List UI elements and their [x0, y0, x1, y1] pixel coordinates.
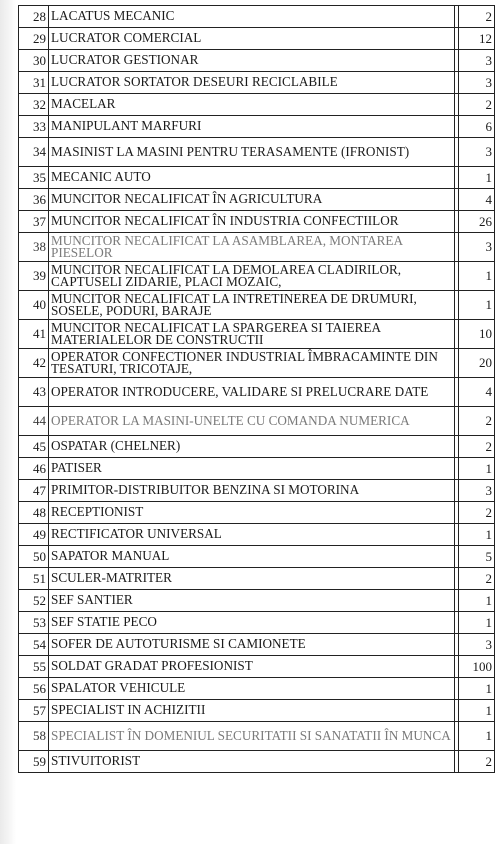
occupation-name: PRIMITOR-DISTRIBUITOR BENZINA SI MOTORINA — [49, 480, 455, 502]
occupation-name: OPERATOR LA MASINI-UNELTE CU COMANDA NUMERICA — [49, 407, 455, 436]
row-number: 51 — [19, 568, 49, 590]
vacancy-count: 10 — [459, 320, 495, 349]
vacancy-count: 3 — [459, 72, 495, 94]
row-number: 36 — [19, 189, 49, 211]
occupation-name: SPECIALIST IN ACHIZITII — [49, 700, 455, 722]
row-number: 49 — [19, 524, 49, 546]
table-row — [19, 320, 495, 349]
table-row — [19, 6, 495, 28]
occupation-name: RECTIFICATOR UNIVERSAL — [49, 524, 455, 546]
table-row — [19, 480, 495, 502]
vacancy-count: 2 — [459, 502, 495, 524]
table-row — [19, 262, 495, 291]
occupation-name: MUNCITOR NECALIFICAT LA DEMOLAREA CLADIRILOR, CAPTUSELI ZIDARIE, PLACI MOZAIC, — [49, 262, 455, 291]
table-row — [19, 751, 495, 773]
vacancy-count: 2 — [459, 6, 495, 28]
occupation-name: SOLDAT GRADAT PROFESIONIST — [49, 656, 455, 678]
occupation-name: LUCRATOR GESTIONAR — [49, 50, 455, 72]
occupation-name: SEF SANTIER — [49, 590, 455, 612]
occupation-name: STIVUITORIST — [49, 751, 455, 773]
table-row — [19, 722, 495, 751]
table-row — [19, 700, 495, 722]
table-row — [19, 116, 495, 138]
row-number: 35 — [19, 167, 49, 189]
row-number: 34 — [19, 138, 49, 167]
table-row — [19, 138, 495, 167]
occupation-name: SPALATOR VEHICULE — [49, 678, 455, 700]
vacancy-count: 3 — [459, 138, 495, 167]
vacancy-count: 6 — [459, 116, 495, 138]
occupation-name: MUNCITOR NECALIFICAT LA ASAMBLAREA, MONTAREA PIESELOR — [49, 233, 455, 262]
vacancy-count: 1 — [459, 678, 495, 700]
row-number: 59 — [19, 751, 49, 773]
occupation-name: MASINIST LA MASINI PENTRU TERASAMENTE (IFRONIST) — [49, 138, 455, 167]
vacancy-count: 3 — [459, 480, 495, 502]
occupation-name: MUNCITOR NECALIFICAT LA SPARGEREA SI TAIEREA MATERIALELOR DE CONSTRUCTII — [49, 320, 455, 349]
vacancy-count: 2 — [459, 568, 495, 590]
occupation-name: SAPATOR MANUAL — [49, 546, 455, 568]
occupation-name: LUCRATOR COMERCIAL — [49, 28, 455, 50]
table-row — [19, 291, 495, 320]
row-number: 57 — [19, 700, 49, 722]
table-row — [19, 349, 495, 378]
row-number: 58 — [19, 722, 49, 751]
table-row — [19, 167, 495, 189]
row-number: 47 — [19, 480, 49, 502]
occupation-name: OSPATAR (CHELNER) — [49, 436, 455, 458]
occupation-name: MUNCITOR NECALIFICAT ÎN INDUSTRIA CONFECTIILOR — [49, 211, 455, 233]
table-row — [19, 378, 495, 407]
vacancy-count: 20 — [459, 349, 495, 378]
table-row — [19, 656, 495, 678]
table-row — [19, 502, 495, 524]
table-row — [19, 50, 495, 72]
vacancy-count: 1 — [459, 262, 495, 291]
vacancy-count: 3 — [459, 50, 495, 72]
table-row — [19, 72, 495, 94]
vacancy-count: 2 — [459, 436, 495, 458]
vacancy-count: 1 — [459, 590, 495, 612]
row-number: 33 — [19, 116, 49, 138]
row-number: 52 — [19, 590, 49, 612]
row-number: 44 — [19, 407, 49, 436]
occupation-name: PATISER — [49, 458, 455, 480]
row-number: 30 — [19, 50, 49, 72]
table-row — [19, 436, 495, 458]
table-row — [19, 458, 495, 480]
table-body — [19, 6, 495, 773]
row-number: 45 — [19, 436, 49, 458]
row-number: 43 — [19, 378, 49, 407]
occupation-name: LUCRATOR SORTATOR DESEURI RECICLABILE — [49, 72, 455, 94]
table-row — [19, 612, 495, 634]
occupation-name: SCULER-MATRITER — [49, 568, 455, 590]
row-number: 40 — [19, 291, 49, 320]
occupation-name: OPERATOR INTRODUCERE, VALIDARE SI PRELUCRARE DATE — [49, 378, 455, 407]
row-number: 46 — [19, 458, 49, 480]
vacancy-count: 100 — [459, 656, 495, 678]
scan-edge-shadow — [0, 0, 16, 844]
occupation-name: MUNCITOR NECALIFICAT ÎN AGRICULTURA — [49, 189, 455, 211]
occupation-name: MECANIC AUTO — [49, 167, 455, 189]
row-number: 48 — [19, 502, 49, 524]
vacancy-count: 3 — [459, 634, 495, 656]
row-number: 56 — [19, 678, 49, 700]
vacancy-count: 1 — [459, 722, 495, 751]
occupation-name: MANIPULANT MARFURI — [49, 116, 455, 138]
vacancy-count: 1 — [459, 700, 495, 722]
occupation-name: SEF STATIE PECO — [49, 612, 455, 634]
table-row — [19, 211, 495, 233]
table-row — [19, 407, 495, 436]
row-number: 54 — [19, 634, 49, 656]
vacancy-count: 1 — [459, 458, 495, 480]
vacancy-count: 2 — [459, 407, 495, 436]
occupation-name: MUNCITOR NECALIFICAT LA INTRETINEREA DE DRUMURI, SOSELE, PODURI, BARAJE — [49, 291, 455, 320]
table-row — [19, 28, 495, 50]
table-row — [19, 678, 495, 700]
occupation-name: LACATUS MECANIC — [49, 6, 455, 28]
table-row — [19, 590, 495, 612]
vacancy-count: 2 — [459, 751, 495, 773]
table-row — [19, 634, 495, 656]
vacancy-count: 26 — [459, 211, 495, 233]
vacancy-count: 5 — [459, 546, 495, 568]
row-number: 29 — [19, 28, 49, 50]
row-number: 50 — [19, 546, 49, 568]
table-row — [19, 94, 495, 116]
job-vacancy-table-page — [18, 5, 496, 773]
vacancy-count: 12 — [459, 28, 495, 50]
table-row — [19, 189, 495, 211]
row-number: 42 — [19, 349, 49, 378]
occupation-name: SPECIALIST ÎN DOMENIUL SECURITATII SI SANATATII ÎN MUNCA — [49, 722, 455, 751]
row-number: 55 — [19, 656, 49, 678]
row-number: 28 — [19, 6, 49, 28]
row-number: 53 — [19, 612, 49, 634]
vacancy-count: 3 — [459, 233, 495, 262]
job-vacancy-table — [18, 5, 495, 773]
occupation-name: RECEPTIONIST — [49, 502, 455, 524]
vacancy-count: 1 — [459, 167, 495, 189]
row-number: 39 — [19, 262, 49, 291]
vacancy-count: 1 — [459, 612, 495, 634]
vacancy-count: 1 — [459, 524, 495, 546]
occupation-name: SOFER DE AUTOTURISME SI CAMIONETE — [49, 634, 455, 656]
table-row — [19, 546, 495, 568]
table-row — [19, 524, 495, 546]
row-number: 38 — [19, 233, 49, 262]
vacancy-count: 1 — [459, 291, 495, 320]
row-number: 31 — [19, 72, 49, 94]
vacancy-count: 4 — [459, 189, 495, 211]
row-number: 37 — [19, 211, 49, 233]
table-row — [19, 568, 495, 590]
vacancy-count: 2 — [459, 94, 495, 116]
table-row — [19, 233, 495, 262]
row-number: 41 — [19, 320, 49, 349]
occupation-name: OPERATOR CONFECTIONER INDUSTRIAL ÎMBRACAMINTE DIN TESATURI, TRICOTAJE, — [49, 349, 455, 378]
row-number: 32 — [19, 94, 49, 116]
occupation-name: MACELAR — [49, 94, 455, 116]
vacancy-count: 4 — [459, 378, 495, 407]
